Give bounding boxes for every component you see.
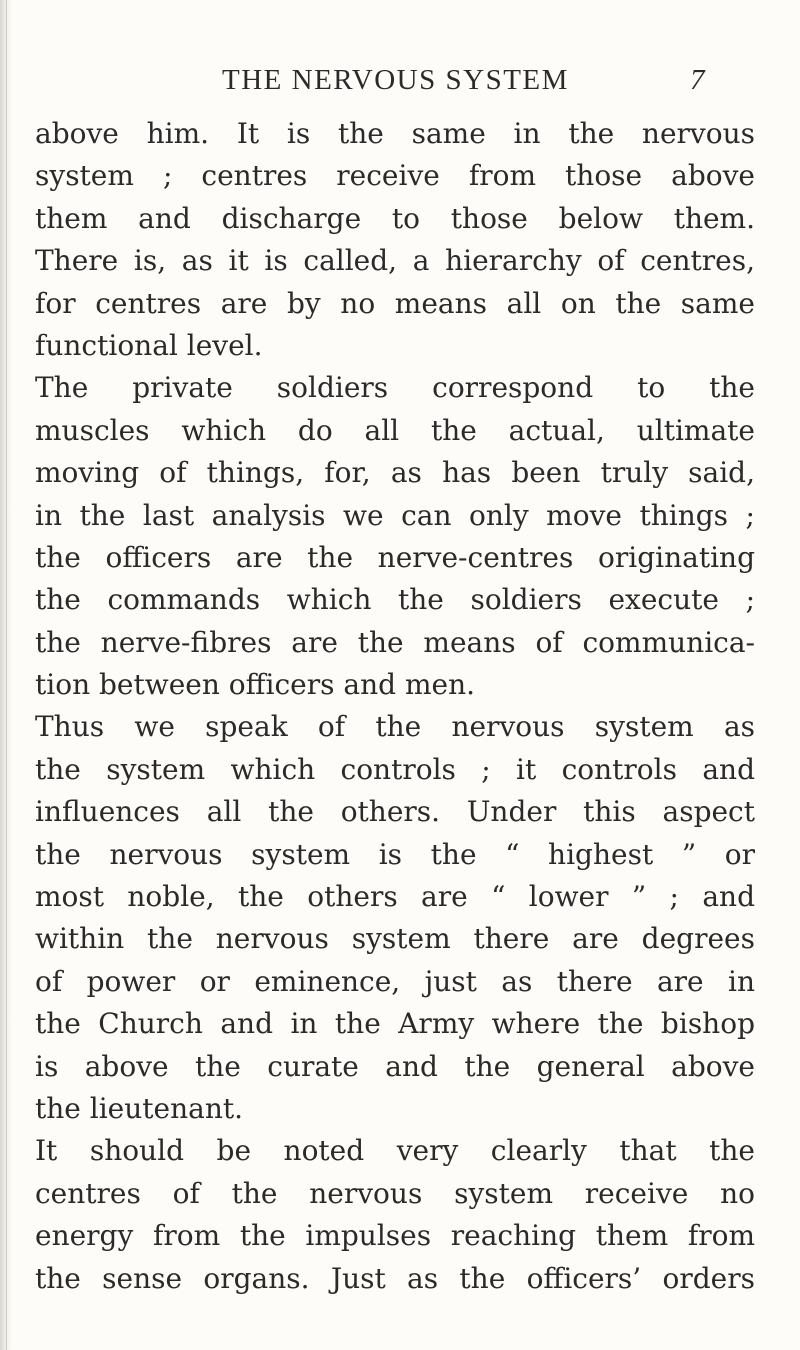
text-line: There is, as it is called, a hierarchy of centres, xyxy=(35,244,755,278)
text-line: the officers are the nerve-centres originating xyxy=(35,540,755,574)
text-line: centres of the nervous system receive no xyxy=(35,1176,755,1210)
body-text xyxy=(35,113,755,1300)
text-line: the system which controls ; it controls and xyxy=(35,752,755,786)
text-line: them and discharge to those below them. xyxy=(35,201,755,235)
text-line: It should be noted very clearly that the xyxy=(35,1134,755,1168)
running-head xyxy=(0,64,800,104)
text-line: moving of things, for, as has been truly said, xyxy=(35,456,755,490)
text-line: system ; centres receive from those above xyxy=(35,159,755,193)
text-line: most noble, the others are “ lower ” ; and xyxy=(35,880,755,914)
page-fold-line xyxy=(6,0,7,1350)
text-line: influences all the others. Under this aspect xyxy=(35,795,755,829)
text-line: the nervous system is the “ highest ” or xyxy=(35,837,755,871)
text-line: tion between officers and men. xyxy=(35,668,476,702)
text-line: Thus we speak of the nervous system as xyxy=(35,710,755,744)
text-line: muscles which do all the actual, ultimate xyxy=(35,413,755,447)
text-line: of power or eminence, just as there are in xyxy=(35,964,755,998)
text-line: within the nervous system there are degrees xyxy=(35,922,755,956)
text-line: the lieutenant. xyxy=(35,1091,244,1125)
text-line: above him. It is the same in the nervous xyxy=(35,117,755,150)
text-line: The private soldiers correspond to the xyxy=(35,371,755,405)
text-line: is above the curate and the general above xyxy=(35,1049,755,1083)
text-line: in the last analysis we can only move things ; xyxy=(35,498,755,532)
text-line: the commands which the soldiers execute ; xyxy=(35,583,755,617)
text-line: the sense organs. Just as the officers’ orders xyxy=(35,1261,755,1295)
text-line: the nerve-fibres are the means of communica- xyxy=(35,625,755,659)
page-number: 7 xyxy=(690,64,705,96)
text-line: the Church and in the Army where the bishop xyxy=(35,1007,755,1041)
text-line: functional level. xyxy=(35,328,263,362)
text-line: energy from the impulses reaching them from xyxy=(35,1219,755,1253)
text-line: for centres are by no means all on the same xyxy=(35,286,755,320)
running-head-title: THE NERVOUS SYSTEM xyxy=(222,64,569,96)
